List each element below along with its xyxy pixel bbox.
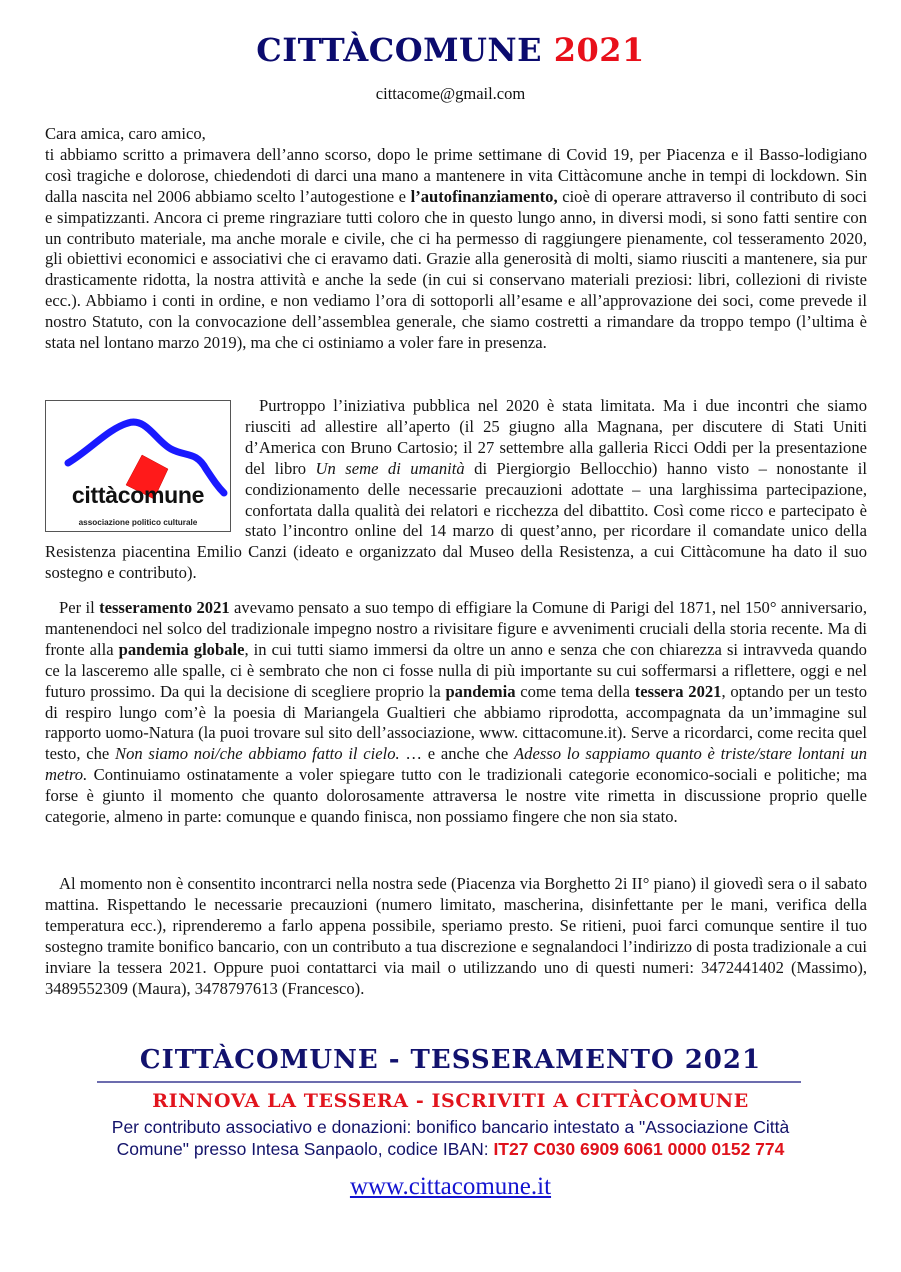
contact-email[interactable]: cittacome@gmail.com: [375, 84, 526, 103]
cittacomune-logo: [45, 400, 231, 532]
footer-divider: [97, 1081, 801, 1083]
italic-book-title: Un seme di umanità: [315, 458, 465, 478]
paragraph-2-text: Purtroppo l’iniziativa pubblica nel 2020 è stata limitata. Ma i due incontri che siamo riusciti ad allestire all’aperto (il 25 giugno alla Magnana, per discutere di Stati Uniti d’America con Bruno Cartosio; il 27 settembre alla galleria Ricci Oddi per la presentazione del libro Un seme di umanità di Piergiorgio Bellocchio) hanno visto – nonostante il condizionamento delle necessarie precauzioni adottate – una larghissima partecipazione, confortata dalla qualità dei relatori e ricchezza del dibattito. Così come ricco e partecipato è stato l’incontro online del 14 marzo di quest’anno, per ricordare il comandate unico della Resistenza piacentina Emilio Canzi (ideato e organizzato dal Museo della Resistenza, a cui Cittàcomune ha dato il suo sostegno e contributo).: [45, 396, 867, 583]
logo-brand: cittàcomune: [71, 482, 205, 508]
bold-autofinanziamento: l’autofinanziamento,: [410, 186, 558, 206]
donation-info: [0, 1116, 901, 1160]
page-title: [0, 30, 901, 70]
title-main: CITTÀCOMUNE: [256, 31, 543, 69]
footer-subtitle: RINNOVA LA TESSERA - ISCRIVITI A CITTÀCOMUNE: [152, 1090, 749, 1112]
logo-subtitle: associazione politico culturale: [78, 518, 198, 527]
website-link[interactable]: www.cittacomune.it: [349, 1173, 552, 1200]
iban-code: IT27 C030 6909 6061 0000 0152 774: [493, 1139, 785, 1159]
title-year: 2021: [553, 31, 645, 69]
paragraph-3-text: Per il tesseramento 2021 avevamo pensato a suo tempo di effigiare la Comune di Parigi del 1871, nel 150° anniversario, mantenendoci nel solco del tradizionale impegno nostro a rivisitare figure e avvenimenti cruciali della storia recente. Ma di fronte alla pandemia globale, in cui tutti siamo immersi da oltre un anno e senza che con chiarezza si intravveda quando ce la lasceremo alle spalle, ci è sembrato che non ci fosse nulla di più importante su cui soffermarsi a riflettere, oggi e nel futuro prossimo. Da qui la decisione di scegliere proprio la pandemia come tema della tessera 2021, optando per un testo di respiro lungo com’è la poesia di Mariangela Gualtieri che abbiamo riprodotta, accompagnata da un’immagine sul rapporto uomo-Natura (la puoi trovare sul sito dell’associazione, www. cittacomune.it). Serve a ricordarci, come recita quel testo, che Non siamo noi/che abbiamo fatto il cielo. … e anche che Adesso lo sappiamo quanto è triste/stare lontani un metro. Continuiamo ostinatamente a voler spiegare tutto con le tradizionali categorie economico-sociali e politiche; ma forse è giunto il momento che quanto dolorosamente attraversa le nostre vite rimetta in discussione proprio quelle categorie, almeno in parte: comunque e quando finisca, non possiamo fingere che non sia stato.: [45, 598, 868, 827]
donation-line-2: Comune" presso Intesa Sanpaolo, codice IBAN: IT27 C030 6909 6061 0000 0152 774: [116, 1139, 785, 1159]
paragraph-4-text: Al momento non è consentito incontrarci nella nostra sede (Piacenza via Borghetto 2i II° piano) il giovedì sera o il sabato mattina. Rispettando le necessarie precauzioni (numero limitato, mascherina, disinfettante per le mani, verifica della temperatura ecc.), riprenderemo a farlo appena possibile, speriamo presto. Se ritieni, puoi farci comunque sentire il tuo sostegno tramite bonifico bancario, con un contributo a tua discrezione e segnalandoci l’indirizzo di posta tradizionale a cui inviare la tessera 2021. Oppure puoi contattarci via mail o utilizzando uno di questi numeri: 3472441402 (Massimo), 3489552309 (Maura), 3478797613 (Francesco).: [45, 874, 867, 998]
letter-paragraph-1: [45, 124, 867, 354]
donation-line-1: Per contributo associativo e donazioni: bonifico bancario intestato a "Associazione Città: [111, 1117, 790, 1137]
letter-paragraph-3: [45, 598, 867, 828]
letter-paragraph-2: [45, 396, 867, 584]
letter-paragraph-4: [45, 874, 867, 999]
letter-greeting: Cara amica, caro amico,: [45, 124, 206, 143]
footer-title: CITTÀCOMUNE - TESSERAMENTO 2021: [139, 1045, 762, 1075]
paragraph-1-text: ti abbiamo scritto a primavera dell’anno scorso, dopo le prime settimane di Covid 19, per Piacenza e il Basso-lodigiano così tragiche e dolorose, chiedendoti di darci una mano a mantenere in vita Cittàcomune anche in tempi di lockdown. Sin dalla nascita nel 2006 abbiamo scelto l’autogestione e l’autofinanziamento, cioè di operare attraverso il contributo di soci e simpatizzanti. Ancora ci preme ringraziare tutti coloro che in questo lungo anno, in diversi modi, si sono fatti sentire con un contributo materiale, ma anche morale e civile, che ci ha permesso di raggiungere pienamente, col tesseramento 2020, gli obiettivi economici e associativi che ci eravamo dati. Grazie alla generosità di molti, siamo riusciti a mantenere, sia pur drasticamente ridotta, la nostra attività e anche la sede (in cui si conservano materiali preziosi: libri, collezioni di riviste ecc.). Abbiamo i conti in ordine, e non vediamo l’ora di sottoporli all’esame e all’approvazione dei soci, come prevede il nostro Statuto, con la convocazione dell’assemblea generale, che siamo costretti a rimandare da troppo tempo (l’ultima è stata nel lontano marzo 2019), ma che ci ostiniamo a voler fare in presenza.: [45, 144, 867, 353]
